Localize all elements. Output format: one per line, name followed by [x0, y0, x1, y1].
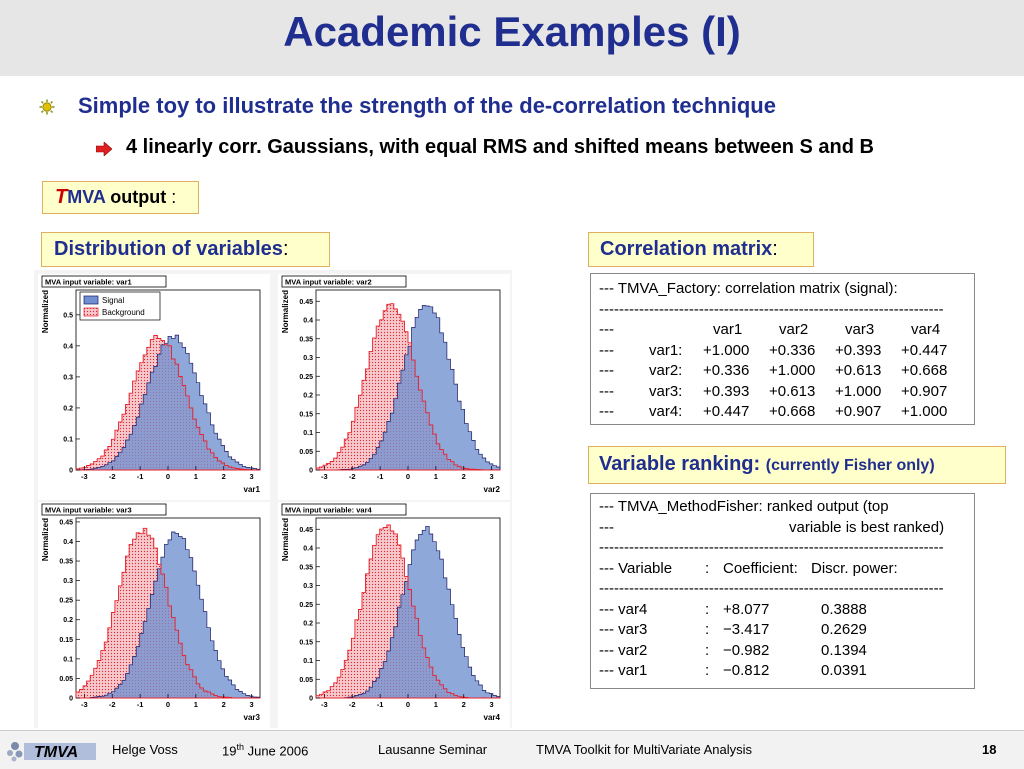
- rank-colon: :: [705, 600, 710, 618]
- rank-coef: −3.417: [723, 621, 770, 638]
- y-tick-label: 0.1: [63, 656, 73, 664]
- y-tick-label: 0.3: [63, 578, 73, 586]
- x-axis-label: var4: [483, 713, 500, 722]
- rank-line1: --- TMVA_MethodFisher: ranked output (top: [599, 498, 889, 515]
- corr-row-prefix: ---: [599, 382, 614, 400]
- x-tick-label: -3: [321, 700, 328, 709]
- x-tick-label: -2: [348, 700, 356, 709]
- x-tick-label: 0: [405, 700, 411, 709]
- ranking-note: (currently Fisher only): [765, 457, 935, 474]
- corr-cell: +0.668: [901, 362, 948, 379]
- y-tick-label: 0.2: [63, 405, 73, 413]
- corr-cell: +0.668: [769, 403, 816, 420]
- legend-background-label: Background: [102, 308, 145, 317]
- x-axis-label: var2: [483, 485, 500, 494]
- footer-logo-text: TMVA: [34, 744, 79, 761]
- tmva-output-colon: :: [166, 187, 177, 207]
- sun-bullet-icon: [39, 99, 55, 115]
- y-tick-label: 0.15: [299, 411, 313, 419]
- x-axis-label: var3: [243, 713, 260, 722]
- y-tick-label: 0.2: [303, 620, 313, 628]
- corr-col-var4: var4: [911, 321, 941, 338]
- legend-background-swatch: [84, 308, 98, 316]
- rank-coef: −0.982: [723, 641, 770, 659]
- rank-header-power: Discr. power:: [811, 559, 898, 577]
- rank-dash-line: ---------------------------------------------------------------------: [599, 539, 944, 556]
- y-axis-label: Normalized: [41, 290, 50, 334]
- y-tick-label: 0.05: [299, 448, 313, 456]
- histogram-var2: [278, 274, 510, 500]
- y-tick-label: 0.15: [299, 639, 313, 647]
- rank-var: --- var3: [599, 621, 648, 638]
- corr-cell: +0.447: [901, 341, 948, 359]
- rank-line2-prefix: ---: [599, 518, 614, 536]
- y-tick-label: 0.4: [303, 545, 313, 553]
- histogram-var4: [278, 502, 510, 728]
- legend-signal-swatch: [84, 296, 98, 304]
- corr-row-prefix: ---: [599, 403, 614, 420]
- fisher-ranking-output: [590, 493, 975, 689]
- corr-row: [599, 341, 974, 362]
- y-tick-label: 0.4: [63, 343, 73, 351]
- corr-cell: +0.907: [835, 403, 882, 420]
- y-tick-label: 0.1: [63, 436, 73, 444]
- x-tick-label: 1: [433, 700, 438, 709]
- rank-row: [599, 641, 974, 662]
- corr-dash-line: ---------------------------------------------------------------------: [599, 300, 944, 318]
- y-tick-label: 0.05: [299, 676, 313, 684]
- x-tick-label: -2: [108, 472, 116, 481]
- x-tick-label: 0: [165, 472, 171, 481]
- rank-header-coef: Coefficient:: [723, 559, 798, 577]
- arrow-bullet-icon: [96, 142, 112, 156]
- y-tick-label: 0.3: [63, 374, 73, 382]
- corr-row: [599, 382, 974, 403]
- corr-row: [599, 402, 974, 423]
- rank-colon: :: [705, 621, 710, 638]
- rank-power: 0.2629: [821, 621, 867, 638]
- bullet-level2: 4 linearly corr. Gaussians, with equal RMS and shifted means between S and B: [126, 136, 874, 158]
- rank-header: [599, 559, 974, 580]
- footer-date: [222, 742, 308, 758]
- y-tick-label: 0.35: [299, 336, 313, 344]
- footer-date-day: 19: [222, 743, 237, 759]
- x-tick-label: 3: [249, 472, 254, 481]
- x-tick-label: -1: [136, 700, 144, 709]
- ranking-callout: [588, 446, 1006, 484]
- corr-cell: +0.393: [703, 382, 750, 400]
- rank-row: [599, 600, 974, 621]
- x-axis-label: var1: [243, 485, 260, 494]
- corr-row-prefix: ---: [599, 362, 614, 379]
- tmva-output-word: output: [105, 187, 167, 207]
- tmva-t-letter: T: [55, 186, 68, 208]
- correlation-matrix-output: [590, 273, 975, 425]
- distribution-colon: :: [282, 238, 289, 260]
- x-tick-label: -3: [321, 472, 328, 481]
- y-tick-label: 0.25: [299, 601, 313, 609]
- y-tick-label: 0.25: [299, 373, 313, 381]
- footer-venue: Lausanne Seminar: [378, 742, 488, 757]
- slide-footer: [0, 730, 1024, 769]
- footer-author: Helge Voss: [112, 742, 178, 757]
- y-tick-label: 0.45: [299, 298, 313, 306]
- rank-var: --- var2: [599, 641, 648, 659]
- y-axis-label: Normalized: [281, 518, 290, 562]
- corr-col-var3: var3: [845, 321, 875, 338]
- x-tick-label: 2: [221, 472, 226, 481]
- corr-row-name: var1:: [649, 341, 683, 359]
- rank-coef: −0.812: [723, 662, 770, 679]
- y-tick-label: 0.25: [59, 597, 73, 605]
- x-tick-label: 2: [461, 472, 466, 481]
- y-tick-label: 0.45: [59, 519, 73, 527]
- x-tick-label: 1: [193, 472, 198, 481]
- correlation-colon: :: [772, 238, 778, 260]
- distribution-label: Distribution of variables: [54, 238, 283, 260]
- histogram-title: MVA input variable: var2: [285, 277, 372, 287]
- y-tick-label: 0.4: [303, 317, 313, 325]
- rank-coef: +8.077: [723, 600, 770, 618]
- x-tick-label: 0: [405, 472, 411, 481]
- histogram-panel: [34, 270, 512, 728]
- x-tick-label: 2: [221, 700, 226, 709]
- rank-power: 0.0391: [821, 662, 867, 679]
- corr-row-prefix: ---: [599, 341, 614, 359]
- x-tick-label: -2: [108, 700, 116, 709]
- corr-cell: +1.000: [703, 341, 750, 359]
- distribution-callout: [41, 232, 330, 267]
- x-tick-label: 3: [489, 700, 494, 709]
- y-tick-label: 0: [309, 467, 313, 475]
- corr-cell: +1.000: [901, 403, 948, 420]
- rank-dash-line: ---------------------------------------------------------------------: [599, 580, 944, 597]
- y-tick-label: 0.35: [299, 564, 313, 572]
- y-tick-label: 0.2: [63, 617, 73, 625]
- slide-title: Academic Examples (I): [283, 8, 741, 55]
- rank-line2: [599, 518, 974, 539]
- corr-col-var1: var1: [713, 321, 743, 338]
- y-tick-label: 0.1: [303, 430, 313, 437]
- corr-cell: +0.336: [703, 362, 750, 379]
- y-tick-label: 0.5: [63, 312, 73, 320]
- x-tick-label: -2: [348, 472, 356, 481]
- x-tick-label: -3: [81, 472, 88, 481]
- x-tick-label: 2: [461, 700, 466, 709]
- x-tick-label: -1: [376, 472, 384, 481]
- corr-header-line: --- TMVA_Factory: correlation matrix (signal):: [599, 280, 898, 297]
- histogram-title: MVA input variable: var3: [45, 505, 132, 515]
- y-tick-label: 0: [69, 695, 73, 703]
- x-tick-label: -1: [376, 700, 384, 709]
- corr-cell: +1.000: [769, 362, 816, 379]
- rank-row: [599, 661, 974, 682]
- footer-date-rest: June 2006: [243, 743, 309, 759]
- corr-cell: +0.907: [901, 382, 948, 400]
- corr-prefix: ---: [599, 321, 614, 338]
- rank-header-colon: :: [705, 559, 710, 577]
- rank-power: 0.1394: [821, 641, 867, 659]
- x-tick-label: 3: [489, 472, 494, 481]
- corr-cell: +0.447: [703, 403, 750, 420]
- histogram-var1: [38, 274, 270, 500]
- y-tick-label: 0: [309, 695, 313, 703]
- rank-header-var: --- Variable: [599, 559, 673, 577]
- y-tick-label: 0.2: [303, 392, 313, 400]
- footer-date-sup: th: [236, 742, 244, 752]
- histogram-title: MVA input variable: var1: [45, 277, 132, 287]
- corr-row-name: var2:: [649, 362, 683, 379]
- correlation-callout: [588, 232, 814, 267]
- y-tick-label: 0.4: [63, 538, 73, 546]
- rank-colon: :: [705, 641, 710, 659]
- correlation-label: Correlation matrix: [600, 238, 773, 260]
- tmva-output-callout: [42, 181, 199, 214]
- corr-cell: +0.336: [769, 341, 816, 359]
- y-tick-label: 0: [69, 467, 73, 475]
- x-tick-label: -3: [81, 700, 88, 709]
- bullet-level1: Simple toy to illustrate the strength of the de-correlation technique: [78, 93, 776, 118]
- y-tick-label: 0.3: [303, 355, 313, 362]
- y-tick-label: 0.3: [303, 583, 313, 590]
- rank-colon: :: [705, 662, 710, 679]
- x-tick-label: 0: [165, 700, 171, 709]
- y-tick-label: 0.35: [59, 558, 73, 566]
- corr-col-var2: var2: [779, 321, 809, 338]
- legend-signal-label: Signal: [102, 296, 125, 305]
- corr-row: [599, 361, 974, 382]
- y-axis-label: Normalized: [41, 518, 50, 562]
- tmva-logo-icon: [6, 735, 98, 765]
- ranking-label: Variable ranking:: [599, 453, 766, 475]
- y-tick-label: 0.15: [59, 636, 73, 644]
- corr-cell: +0.613: [769, 382, 816, 400]
- rank-power: 0.3888: [821, 600, 867, 618]
- x-tick-label: 3: [249, 700, 254, 709]
- rank-var: --- var1: [599, 662, 648, 679]
- histogram-title: MVA input variable: var4: [285, 505, 372, 515]
- corr-column-header: [599, 320, 974, 341]
- histogram-var3: [38, 502, 270, 728]
- corr-row-name: var4:: [649, 403, 683, 420]
- y-axis-label: Normalized: [281, 290, 290, 334]
- footer-talk-title: TMVA Toolkit for MultiVariate Analysis: [536, 742, 753, 757]
- y-tick-label: 0.45: [299, 526, 313, 534]
- rank-row: [599, 620, 974, 641]
- corr-cell: +1.000: [835, 382, 882, 400]
- rank-line2-text: variable is best ranked): [789, 518, 945, 536]
- y-tick-label: 0.1: [303, 658, 313, 665]
- footer-page-number: 18: [982, 742, 997, 757]
- x-tick-label: -1: [136, 472, 144, 481]
- rank-var: --- var4: [599, 600, 648, 618]
- tmva-mva-text: MVA: [67, 187, 106, 207]
- x-tick-label: 1: [433, 472, 438, 481]
- corr-row-name: var3:: [649, 382, 683, 400]
- y-tick-label: 0.05: [59, 675, 73, 683]
- corr-cell: +0.613: [835, 362, 882, 379]
- corr-cell: +0.393: [835, 341, 882, 359]
- x-tick-label: 1: [193, 700, 198, 709]
